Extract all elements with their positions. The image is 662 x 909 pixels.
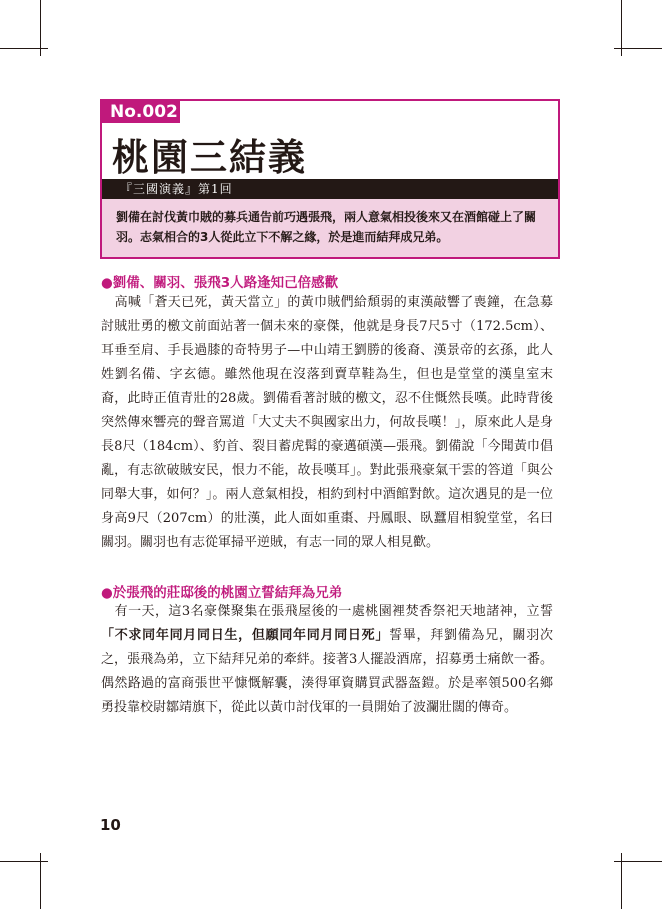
- paragraph-text: 誓畢，拜劉備為兄，關羽次之，張飛為弟，立下結拜兄弟的牽絆。接著3人擺設酒席，招募勇士痛飲一番。偶然路過的富商張世平慷慨解囊，湊得軍資購買武器盔鎧。於是率領500名鄉勇投靠校尉鄒靖旗下，從此以黃巾討伐軍的一員開始了波瀾壯闊的傳奇。: [101, 628, 553, 715]
- source-reference: 『三國演義』第1回: [102, 179, 558, 199]
- crop-mark: [621, 853, 622, 909]
- section-heading: ●劉備、關羽、張飛3人路逢知己倍感歡: [101, 275, 339, 291]
- section-paragraph: 高喊「蒼天已死，黃天當立」的黃巾賊們給頹弱的東漢敲響了喪鐘，在急募討賊壯勇的檄文前面站著一個未來的豪傑，他就是身長7尺5寸（172.5cm）、耳垂至肩、手長過膝的奇特男子—中山靖王劉勝的後裔、漢景帝的玄孫，此人姓劉名備、字玄德。雖然他現在沒落到賣草鞋為生，但也是堂堂的漢皇室末裔，此時正值青壯的28歲。劉備看著討賊的檄文，忍不住慨然長嘆。此時背後突然傳來響亮的聲音罵道「大丈夫不與國家出力，何故長嘆！」，原來此人是身長8尺（184cm）、豹首、裂目蓄虎髯的豪邁碩漢—張飛。劉備說「今聞黃巾倡亂，有志欲破賊安民，恨力不能，故長嘆耳」。對此張飛豪氣干雲的答道「與公同舉大事，如何？」。兩人意氣相投，相約到村中酒館對飲。這次遇見的是一位身高9尺（207cm）的壯漢，此人面如重棗、丹鳳眼、臥蠶眉相貌堂堂，名曰關羽。關羽也有志從軍掃平逆賊，有志一同的眾人相見歡。: [101, 295, 553, 550]
- paragraph-text: 有一天，這3名豪傑聚集在張飛屋後的一處桃園裡焚香祭祀天地諸神，立誓: [114, 604, 553, 619]
- chapter-summary: 劉備在討伐黃巾賊的募兵通告前巧遇張飛，兩人意氣相投後來又在酒館碰上了關羽。志氣相合的3人從此立下不解之緣，於是進而結拜成兄弟。: [102, 199, 558, 257]
- section-heading: ●於張飛的莊邸後的桃園立誓結拜為兄弟: [101, 585, 343, 601]
- page-number: 10: [100, 816, 121, 834]
- crop-mark: [40, 0, 41, 56]
- chapter-header: [100, 99, 560, 259]
- section-paragraph: [101, 600, 553, 720]
- chapter-title: 桃園三結義: [112, 136, 307, 179]
- crop-mark: [40, 853, 41, 909]
- crop-mark: [621, 0, 622, 56]
- oath-quote: 「不求同年同月同日生，但願同年同月同日死」: [101, 628, 390, 643]
- chapter-number: No.002: [102, 101, 180, 123]
